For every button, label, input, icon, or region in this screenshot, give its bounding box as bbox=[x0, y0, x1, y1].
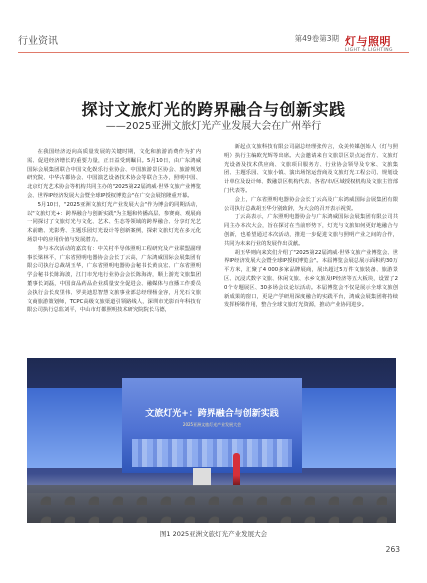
journal-logo bbox=[345, 30, 409, 53]
paragraph: 胡玉华则向来宾们介绍了"2025第22届鸿威·世界文旅产业博览会、世界IP经济发展大会暨全球IP授权博览会"。本届博览会展总展示面积约30万平方米，汇聚了4 000多家品牌展商，展出超过5万件文旅装备、旅游景区、沉浸式数字文旅、休闲文旅、水乡文旅及IP经济等五大板块，设置了20个专题展区、30多场会议论坛活动。本届博览会不仅是展示全球文旅创新成果的窗口，更是产学研用深度融合的实践平台，鸿威会展集团将持续发挥桥梁作用，整合全球文旅灯光资源，推动产业协同进步。 bbox=[224, 249, 398, 309]
figure-caption: 图1 2025亚洲文旅灯光产业发展大会 bbox=[159, 530, 268, 538]
paragraph: 参与本次活动的嘉宾有：中关村半导体照明工程研究及产业联盟副理事长梁林平，广东省照明电器协会会长丁云高，广东鸿威国际会展集团有限公司执行总裁胡玉华，广东省照明电器协会秘书长黄良宏、广东省照明学会秘书长陈海波，江门市光电行业协会会长陈海涛，顺上游光文旅集团董事长刘磊，中国食品药品企业质量安全促进会、融媒体与直播工作委员会执行会长皮里伟、罗美迪思智慧文旅事业部总经理杨金容，月光石文旅文商旅游策划师，TCPC高级文旅渠道引领路线人，深圳市光影百年科技有限公司执行总监刘平，中山市灯都照明技术研究院院长马德， bbox=[27, 245, 201, 314]
paragraph: 新起点文旅科技有限公司副总经理张传言，众美传媒创始人（灯与照明）执行主编欧光辉等出席。大会邀请来自文旅景区景点运营方、文旅灯光设备及技术供应商、文旅项目服务方、行业协会领导及专家、文旅集团、主题乐园、文旅小镇、演出场馆运营商及文旅灯光工程公司、规划设计单位及设计师、数融景区机构代表、各省/市/区域授权机构及文旅主管部门代表等。 bbox=[224, 144, 398, 194]
conference-photo bbox=[27, 358, 396, 523]
page-number: 263 bbox=[385, 545, 400, 554]
paragraph: 5月10日，"2025亚洲文旅灯光产业发展大会"作为博会的同期活动，以"文旅灯光+：跨界融合与创新实践"为主题和传播高层、参赛商、观展商一同探讨了文旅灯光与文化、艺术、生态等领域的跨界融合、分享灯光艺术前瞻、光影秀、主题乐园灯光设计等创新案例，探索文旅灯光在多元化场景中的应用价值与发展潜力。 bbox=[27, 201, 201, 243]
header-divider bbox=[18, 52, 409, 53]
left-column bbox=[27, 148, 201, 350]
logo-subtitle: LIGHT & LIGHTING bbox=[345, 48, 393, 53]
side-screen-right bbox=[301, 388, 396, 468]
audience bbox=[27, 485, 396, 523]
issue-number: 第49卷第3期 bbox=[294, 34, 339, 43]
section-label: 行业资讯 bbox=[18, 36, 58, 47]
stage-screen-title: 文旅灯光+：跨界融合与创新实践 bbox=[145, 409, 279, 419]
side-screen-left bbox=[27, 388, 122, 468]
article-title: 探讨文旅灯光的跨界融合与创新实践 bbox=[81, 100, 346, 119]
logo-wordmark: 灯与照明 bbox=[345, 35, 391, 48]
page-header bbox=[18, 32, 409, 53]
podium bbox=[193, 468, 211, 486]
paragraph: 会上，广东省照明电器协会会长丁云高及广东鸿威国际会展集团有限公司执行总裁胡玉华分别致辞，为大会的召开表示祝贺。 bbox=[224, 196, 398, 212]
article-subtitle: ——2025亚洲文旅灯光产业发展大会在广州举行 bbox=[105, 121, 322, 132]
right-column bbox=[224, 143, 398, 349]
paragraph: 在我国经济迈向高质量发展的关键时期，文化和旅游消费作为扩内需、促进经济增长的重要力量，正日益受到瞩目。5月10日，由广东鸿威国际会展集团联合中国文化娱乐行业协会、中国旅游景区协会、旅游规划研究院、中华古都协会、中国演艺设备技术协会等联合主办，照明中国、北京灯光艺术协会等机构共同主办的"2025第22届鸿威·世界文旅产业博览会、世界IP经济发展大会暨全球IP授权博览会"在广交会展馆隆重开幕。 bbox=[27, 149, 201, 199]
speaker-figure bbox=[233, 453, 240, 485]
paragraph: 丁云高表示，广东照明电器协会与广东鸿威国际会展集团有限公司共同主办本次大会，旨在探讨在当前形势下，灯光与文旅如何更好地融合与创新，也希望通过本次活动，推进一步促进文旅与照明产业之间的合作，共同为未来行业的发展作出贡献。 bbox=[224, 214, 398, 247]
city-skyline-graphic bbox=[132, 439, 292, 467]
stage-screen-subtitle: 2025亚洲文旅灯光产业发展大会 bbox=[182, 422, 242, 427]
main-stage-screen bbox=[122, 378, 302, 473]
